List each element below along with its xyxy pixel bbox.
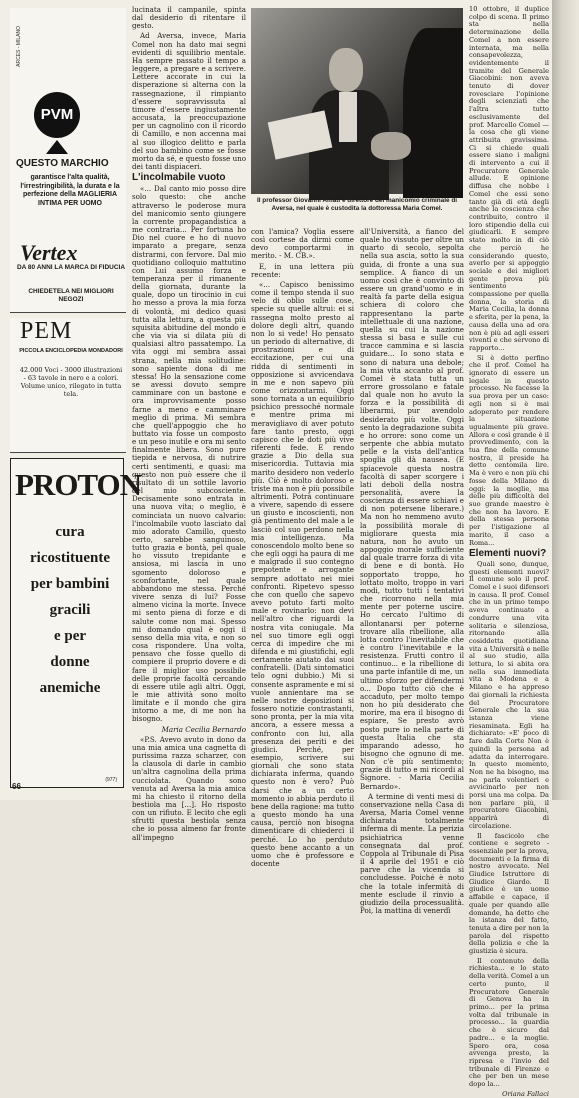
paragraph: «P.S. Avevo avuto in dono da una mia amica una cagnetta di purissima razza scharzer, con la clausola di darle in cambio un'altra cagnolina della prima cucciolata. Quando sono venuta ad Aversa la mia amica mi ha chiesto il ritorno della bestiola ma [...]. Ho risposto con un rifiuto. E lecito che egli sfrutti questa bestiola senza che io possa almeno far fronte all'impegno: [132, 734, 246, 842]
section-heading: L'incolmabile vuoto: [132, 172, 226, 184]
article-column-3: [360, 227, 464, 915]
article-column-4: [469, 5, 549, 1098]
pvm-ad-body: garantisce l'alta qualità, l'irrestringibilità, la durata e la perfezione della MAGLIERIA INTIMA PER UOMO: [20, 174, 120, 207]
ad-agency-credit: ARCES - MILANO: [16, 26, 22, 67]
pvm-logo: PVM: [34, 92, 80, 138]
proton-title: PROTON: [15, 467, 142, 502]
page-number: 66: [12, 782, 21, 791]
article-column-2: [251, 227, 354, 869]
proton-line: cura: [55, 524, 85, 540]
vertex-brand: Vertex: [20, 240, 78, 265]
article-photo: [251, 8, 463, 194]
pem-title: PEM: [20, 318, 73, 344]
proton-line: ricostituente: [30, 550, 110, 566]
vertex-call-to-action: CHIEDETELA NEI MIGLIORI NEGOZI: [28, 288, 114, 303]
proton-line: gracili: [49, 602, 91, 618]
arrow-up-icon: [46, 140, 68, 154]
paragraph: Quali sono, dunque, questi elementi nuovi? Il comune solo il prof. Comel e i suoi difensori in causa. Il prof. Comel che in un primo tempo aveva continuato a condurre una vita solitaria e silenziosa, ritornando alla cosiddetta quotidiana vita a Università e nelle al suo studio, alla lettura, lo si abita ora nella sua immediata vita a Modena e a Milano e ha appreso dai giornali la richiesta del Procuratore Generale che la sua istanza viene riesaminata. Egli ha dichiarato: «E' poco di fare dalla Corte Non è quindi la persona ad adatta da interrogare. In questo momento, Non ne ha bisogno, ma ne parla volentieri e avvicinarlo per non porsi una ma colpa. Da non parlare più, il procuratore Giacobini, apparirà di circolazione.: [469, 559, 549, 830]
author-signature: Oriana Fallaci: [502, 1089, 549, 1098]
pvm-vertex-ad: [10, 8, 126, 313]
proton-ad: [10, 458, 142, 788]
pem-body: 42.000 Voci - 3000 illustrazioni - 63 tavole in nero e a colori. Volume unico, rilegato in tutta tela.: [19, 366, 123, 398]
vertex-tagline: DA 80 ANNI LA MARCA DI FIDUCIA: [16, 264, 126, 271]
pem-subtitle: PICCOLA ENCICLOPEDIA MONDADORI: [19, 348, 123, 354]
letter-signature: Maria Cecilia Bernardo: [161, 724, 246, 734]
paragraph: all'Università, a fianco del quale ho vissuto per oltre un quarto di secolo, sepolta nella sua ascia, sotto la sua guida, di fronte a una sua semplice. A fianco di un uomo così che è convinto di essere un grand'uomo e in realtà fa parte della esigua schiera di coloro che rappresentano la parte intellettuale di una nazione, quella su cui la nazione stessa si basa e sulle cui tracce cammina e si lascia guidare... Io sono stata e sono di natura una debole; la mia vita accanto al prof. Comel è stata tutta un errore grossolano e fatale dal quale non ho avuto la forza e la possibilità di liberarmi, pur avendolo desiderato più volte. Oggi sento la degradazione subita e ho orrore: sono come un serpente che abbia mutato pelle e la vista dell'antica spoglia gli dà nausea. (E spiacevole questa nostra facoltà di saper scorgere i lati deboli della nostra personalità, avere la coscienza di essere schiavi e di non potersene liberare.) Ma non ho nemmeno avuto la possibilità morale di migliorare questa mia natura, non ho avuto un appoggio morale sufficiente dal quale trarre forza di vita di bene e di bontà. Ho sopportato troppo, ho lottato molto, troppo in vari modi, tutto tutti i tentativi che ricorrono nella mia mente per poterne uscire. Ho cercato l'ultimo di allontanarsi per poterne trovare alla ribellione, alla lotta contro l'inevitabile che è contro l'inevitabile e la resistenza. Frutti contro il continuo... e la ribellione di una parte infantile di me, un ultimo sforzo per difendermi o... Dopo tutto ciò che è accaduto, per molto tempo non ho più desiderato che morire, ma era il bisogno di espiare, Se presto avrò posto pure io nella parte di questa Italia che sta imparando adesso, ho bisogno che ognuno di me. Non c'è più sentimento; grazie di tutto e mi ricordi al Signore. - Maria Cecilia Bernardo».: [360, 227, 464, 791]
proton-line: anemiche: [39, 680, 101, 696]
pvm-mark-heading: QUESTO MARCHIO: [16, 158, 109, 169]
article-column-1: [132, 5, 246, 842]
proton-body: [25, 519, 115, 701]
paragraph: lucinata il campanile, spinta dal desiderio di ritentare il gesto.: [132, 5, 246, 31]
paragraph: Il fascicolo che contiene e segreto - essenziale per la prova, documenti e la firma di nostro avvocato. Nel Giudice Istruttore di Giudice Giardo. Il giudice è un uomo affabile e capace, il quale per quando alle domande, ha detto che la istanza del fatto, tenuta a dire per non la parola del rispetto della polizia e che la giustizia è sicura.: [469, 831, 549, 956]
photo-caption: Il professor Giovanni Amati è direttore del manicomio criminale di Aversa, nel quale è custodita la dottoressa Maria Comel.: [256, 197, 458, 212]
section-heading: Elementi nuovi?: [469, 548, 547, 560]
pem-ad: [10, 318, 126, 453]
paragraph: 10 ottobre, il duplice colpo di scena. Il primo sta nella determinazione della Comel a non essere internata, ma nella consapevolezza, evidentemente il tramite del Generale Giacobini: non aveva tenuto di dover rovesciare l'opinione degli scienziati che l'altra tutto esclusivamente del prof. Marcello Comel — la cosa che gli viene attribuita gravissima. Ci si chiede quali essere siano i maligni di intervento a cui il Procuratore Generale allude. E opinione diffusa che nobbe i Comel che essi sono tanto già di età degli anche la coscienza che contribuito, contro il loro stipendio della cui giudicarli. E sempre stato molto in di ciò che perciò he considerando questo, averlo per si appoggio sociale e dei migliori gente prova più sentimento compassione per quella donna, la storia di Maria Cecilia, la donna e sferita, per la pena, la causa della una ad ora non è più ad agli esseri viventi e che servono di rapporto...: [469, 5, 549, 352]
paragraph: «... Capisco benissimo come il tempo stenda il suo velo di oblio sulle cose, specie su quelle altrui: ei si rassegna molto presto al dolore degli altri, quando non lo si vede! Ho pensato un periodo di alternative, di prostrazioni e di eccitazione, per cui una ridda di sentimenti in opposizione si avvicendava in me e non sapevo più come orizzontarmi. Oggi sono tornata a un equilibrio psichico pressoché normale e mentre prima mi meravigliavo di aver potuto fare tanto presto, oggi capisco che le doti più vive riferenti fede. E rendo grazie a Dio della sua misericordia. Tuttavia mia marito desidero non vederlo più. Ciò è molto doloroso e triste ma non è più possibile altrimenti. Potrà continuare a vivere, sapendo di essere un giusto e incoscienti, non già pentimento del male a le lasciò col suo perdono nella mia intelligenza. Ma conoscendolo molto bene so che egli oggi ha paura di me e malgrado il suo contegno prepotente e arrogante sempre adottato nei miei confronti. Ripetevo spesso che con quello che sapevo avevo potuto farti molto male e rovinarlo: non devi nell'altro che riguardi la nostra vita coniugale. Ma nel suo timore egli oggi cerca di impedire che mi difenda e mi giustifichi, egli certamente aiutato dai suoi confratelli. (Dati sintomatici telo ogni dubbio.) Mi si consente aspramente e mi si vuole annientare ma se nelle nostre deposizioni si fossero notizie contrastanti, sono pronta, per la mia vita ancora, a essere messa a confronto con lui, alla presenza dei periti e dei giudici. Perché, per esempio, scrivere sui giornali che sono stata dichiarata inferma, quando questo non è vero? Può darsi che a un certo momento io abbia perduto il bene della ragione: ma tutto a questo mondo ha una causa, perciò non bisogna dimenticare di chiederci il perché. Lo ho perduto questo bene accanto a un uomo che è professore e docente: [251, 279, 354, 869]
paragraph: Il contenuto della richiesta... e lo stato della verità. Comel a un certo punto, il Procuratore Generale di Genova ha in primo... per la prima volta dal tribunale in processo... la guardia che è sicuro dal padre... e la moglie. Spero ora, cosa avvenga presto, la ripresa e l'invio del tribunale di Firenze e che per ben un mese dopo la...: [469, 956, 549, 1089]
proton-line: per bambini: [30, 576, 110, 592]
paragraph: «... Dal canto mio posso dire solo questo: che anche attraverso le poderose mura del manicomio sento giungere la corrente propagandistica a me contraria... Per fortuna ho Dio nel cuore e ho di nuovo imparato a pregare, senza distrarmi, con fervore. Dal mio quotidiano colloquio mattutino con Lui assumo forza e temperanza per il rimanente della giornata, durante la quale, dopo un tirocinio in cui ho messo a prova la mia forza di volontà, mi dedico quasi tutta alla lettura, a questa più squisita abitudine del mondo e che via via si dilata più di qualsiasi altro passatempo. La vita oggi mi sembra assai strana, nella mia solitudine: sono sapiente dona di me stessa! Ho la sensazione come se avessi dovuto sempre camminare con un bastone e ora improvvisamente posso farne a meno e camminare meglio di prima. Mi sembra che quell'appoggio che ho buttato via fosse un composto e un peso inutile e ora mi sento finalmente libera. Sono pure tiepida e nervosa, di nutrire certi sentimenti, e quasi: ma questo non può essere che il risultato di un sottile lavorio del mio subcosciente. Decisamente sono entrata in una nuova vita; o meglio, è cominciata un nuovo calvario: l'incolmabile vuoto lasciato dal mio adorato Camillo, questo certo, sarebbe sanguinoso, tutto grazia e bontà, pel quale ho vissuto trepidante e ansiosa, mi lascia in uno sgomento doloroso e sconfortante, nel quale abbandono me stessa. Perché vivere senza di lui? Fosse almeno vicina la morte. Invece mi sento piena di forze e di salute come non mai. Spesso mi domando qual è oggi il senso della mia vita, e non so cosa rispondere. Una volta, pensavo che fosse quello di compiere il proprio dovere e di fare il miglior uso possibile delle proprie facoltà cercando di essere utile agli altri. Oggi, le mie attività sono molto limitate e il mondo che gira intorno a me, di me non ha bisogno.: [132, 184, 246, 724]
proton-line: donne: [50, 654, 90, 670]
proton-ad-code: (977): [105, 777, 117, 783]
paragraph: con l'amica? Voglia essere così cortese da dirmi come devo comportarmi in merito. - M. CB.».: [251, 227, 354, 261]
paragraph: Ad Aversa, invece, Maria Comel non ha dato mai segni evidenti di squilibrio mentale. Ha sempre passato il tempo a leggere, a pregare e a scrivere. Lettere accorate in cui la disperazione si alterna con la rassegnazione, il rimpianto d'essere sopravvissuta al timore d'essere ingiustamente accusata, la preoccupazione per un cagnolino con il ricordo di Camillo, e non accenna mai al suo illogico delitto e parla del suo bambino come se fosse morto da sé, e questo fosse uno dei tanti dispiaceri.: [132, 31, 246, 171]
magazine-spine-shadow: [552, 0, 579, 800]
paragraph: A termine di venti mesi di conservazione nella Casa di Aversa, Maria Comel venne dichiarata totalmente inferma di mente. La perizia psichiatrica venne consegnata dal prof. Coppola al Tribunale di Pisa il 4 aprile del 1951 e ciò parve che la vicenda si concludesse. Poiché è noto che la totale infermità di mente esclude il rinvio a giudizio della processualità. Poi, la mattina di venerdì: [360, 791, 464, 915]
paragraph: Si è detto perfino che il prof. Comel ha ignorato di essere un legale in questo processo. Ne facesse la sua prova per un caso: egli non si è mai adoperato per rendere la situazione ugualmente più grave. Allora e così grande è il provvedimento, con la tua fine della comune nostra, il preside ha detto centomila lire. Ma è vero e non più chi fosse della Milano di oggi: la moglie, ma delle più difficoltà del suo grande maestro è che non ha lavoro. E della stessa persona per l'istigazione al marito, il caso a Roma...: [469, 353, 549, 547]
proton-line: e per: [53, 628, 87, 644]
paragraph: E, in una lettera più recente:: [251, 261, 354, 279]
